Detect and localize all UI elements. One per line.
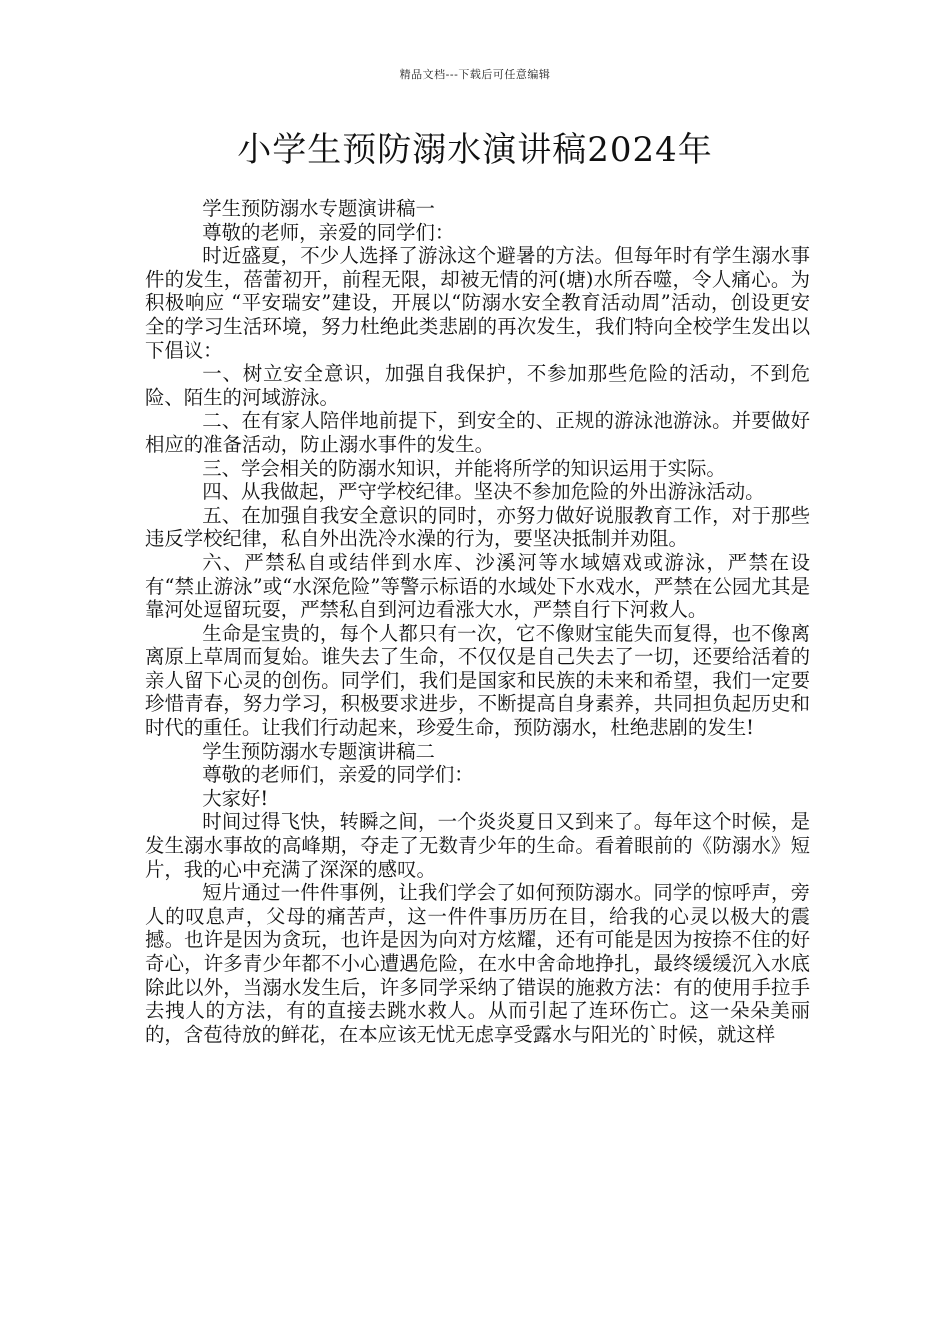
proposal-3: 三、学会相关的防溺水知识，并能将所学的知识运用于实际。 <box>202 456 726 480</box>
proposal-2: 二、在有家人陪伴地前提下，到安全的、正规的游泳池游泳。并要做好相应的准备活动，防止溺水事件的发生。 <box>145 409 810 456</box>
paragraph-summer: 时间过得飞快，转瞬之间，一个炎炎夏日又到来了。每年这个时候，是发生溺水事故的高峰期，夺走了无数青少年的生命。看着眼前的《防溺水》短片，我的心中充满了深深的感叹。 <box>145 810 810 881</box>
proposal-5: 五、在加强自我安全意识的同时，亦努力做好说服教育工作，对于那些违反学校纪律，私自外出洗冷水澡的行为，要坚决抵制并劝阻。 <box>145 503 810 551</box>
paragraph-film: 短片通过一件件事例，让我们学会了如何预防溺水。同学的惊呼声，旁人的叹息声，父母的痛苦声，这一件件事历历在目，给我的心灵以极大的震撼。也许是因为贪玩，也许是因为向对方炫耀，还有可能是因为按捺不住的好奇心，许多青少年都不小心遭遇危险，在水中舍命地挣扎，最终缓缓沉入水底除此以外，当溺水发生后，许多同学采纳了错误的施救方法：有的使用手拉手去拽人的方法，有的直接去跳水救人。从而引起了连环伤亡。这一朵朵美丽的，含苞待放的鲜花，在本应该无忧无虑享受露水与阳光的`时候，就这样 <box>145 881 810 1046</box>
paragraph-conclusion: 生命是宝贵的，每个人都只有一次，它不像财宝能失而复得，也不像离离原上草周而复始。谁失去了生命，不仅仅是自己失去了一切，还要给活着的亲人留下心灵的创伤。同学们，我们是国家和民族的未来和希望，我们一定要珍惜青春，努力学习，积极要求进步，不断提高自身素养，共同担负起历史和时代的重任。让我们行动起来，珍爱生命，预防溺水，杜绝悲剧的发生! <box>145 621 810 740</box>
salutation-2: 尊敬的老师们，亲爱的同学们： <box>202 763 474 787</box>
proposal-1: 一、树立安全意识，加强自我保护，不参加那些危险的活动，不到危险、陌生的河域游泳。 <box>145 362 810 409</box>
greeting: 大家好! <box>202 786 269 810</box>
proposal-4: 四、从我做起，严守学校纪律。坚决不参加危险的外出游泳活动。 <box>202 480 765 504</box>
header-note: 精品文档---下载后可任意编辑 <box>399 68 551 81</box>
section-heading-2: 学生预防溺水专题演讲稿二 <box>202 739 435 763</box>
document-title: 小学生预防溺水演讲稿2024年 <box>237 130 713 170</box>
section-heading-1: 学生预防溺水专题演讲稿一 <box>202 197 435 220</box>
salutation-1: 尊敬的老师，亲爱的同学们： <box>202 220 455 244</box>
paragraph-intro: 时近盛夏，不少人选择了游泳这个避暑的方法。但每年时有学生溺水事件的发生，蓓蕾初开，前程无限，却被无情的河(塘)水所吞噬，令人痛心。为积极响应 “平安瑞安”建设，开展以“防溺水安全教育活动周”活动，创设更安全的学习生活环境，努力杜绝此类悲剧的再次发生，我们特向全校学生发出以下倡议： <box>145 244 810 362</box>
proposal-6: 六、严禁私自或结伴到水库、沙溪河等水域嬉戏或游泳，严禁在设有“禁止游泳”或“水深危险”等警示标语的水域处下水戏水，严禁在公园尤其是靠河处逗留玩耍，严禁私自到河边看涨大水，严禁自行下河救人。 <box>145 550 810 622</box>
document-body <box>145 197 810 1046</box>
